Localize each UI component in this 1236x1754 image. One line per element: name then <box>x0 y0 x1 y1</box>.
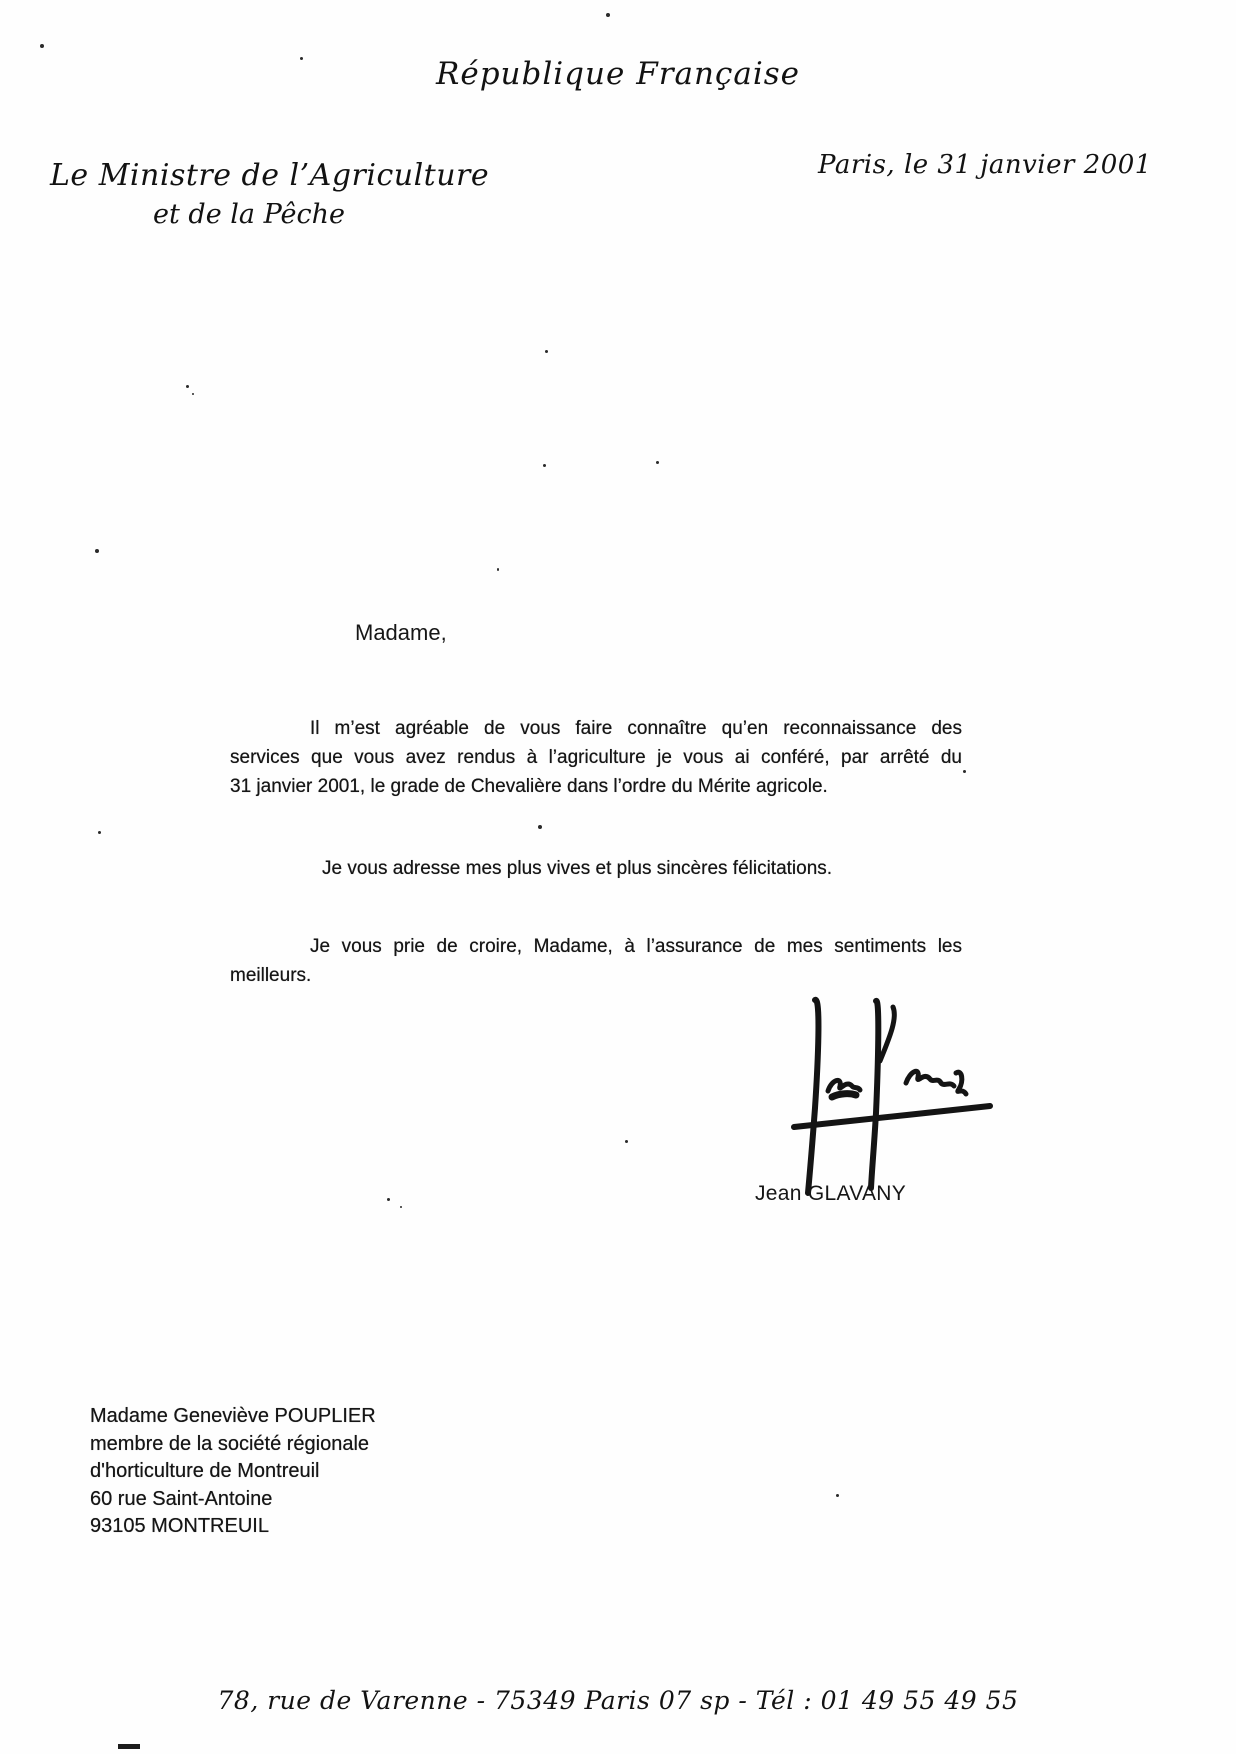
recipient-role-line1: membre de la société régionale <box>90 1432 370 1455</box>
recipient-city: 93105 MONTREUIL <box>90 1515 269 1537</box>
republic-heading: République Française <box>436 56 800 92</box>
scan-speck <box>400 1206 402 1208</box>
minister-title-line2: et de la Pêche <box>153 199 345 230</box>
scan-speck <box>656 461 659 464</box>
paragraph-line: meilleurs. <box>230 965 312 986</box>
scan-speck <box>538 825 542 829</box>
scan-speck <box>40 44 44 48</box>
paragraph-line: 31 janvier 2001, le grade de Chevalière dans l’ordre du Mérite agricole. <box>230 776 828 797</box>
paragraph-line: Je vous adresse mes plus vives et plus sincères félicitations. <box>322 858 833 879</box>
scan-speck <box>625 1140 628 1143</box>
recipient-street: 60 rue Saint-Antoine <box>90 1487 273 1510</box>
recipient-role-line2: d'horticulture de Montreuil <box>90 1460 320 1482</box>
minister-letterhead <box>50 158 490 230</box>
signer-name: Jean GLAVANY <box>755 1182 907 1205</box>
paragraph-line: services que vous avez rendus à l’agriculture je vous ai conféré, par arrêté du <box>230 747 962 768</box>
scan-speck <box>186 385 189 388</box>
scan-speck <box>606 13 610 17</box>
scan-speck <box>192 393 194 395</box>
scan-speck <box>836 1494 839 1497</box>
ministry-footer-address: 78, rue de Varenne - 75349 Paris 07 sp - Tél : 01 49 55 49 55 <box>217 1686 1019 1715</box>
paragraph-congratulations <box>230 854 962 883</box>
scan-speck <box>300 57 303 60</box>
paragraph-award <box>230 714 962 801</box>
dateline: Paris, le 31 janvier 2001 <box>818 150 1152 180</box>
scan-speck <box>98 831 101 834</box>
scan-speck <box>543 464 546 467</box>
paragraph-closing <box>230 932 962 990</box>
scan-speck <box>497 568 499 571</box>
paragraph-line: Je vous prie de croire, Madame, à l’assurance de mes sentiments les <box>310 936 962 957</box>
scan-speck <box>95 549 99 553</box>
recipient-address-block <box>90 1403 376 1541</box>
recipient-name: Madame Geneviève POUPLIER <box>90 1405 376 1427</box>
scan-edge-mark <box>118 1744 140 1749</box>
scan-speck <box>387 1198 390 1201</box>
scan-speck <box>963 770 966 773</box>
scan-speck <box>545 350 548 353</box>
paragraph-line: Il m’est agréable de vous faire connaître qu’en reconnaissance des <box>310 718 962 739</box>
minister-title-line1: Le Ministre de l’Agriculture <box>50 158 490 193</box>
salutation: Madame, <box>355 620 447 645</box>
